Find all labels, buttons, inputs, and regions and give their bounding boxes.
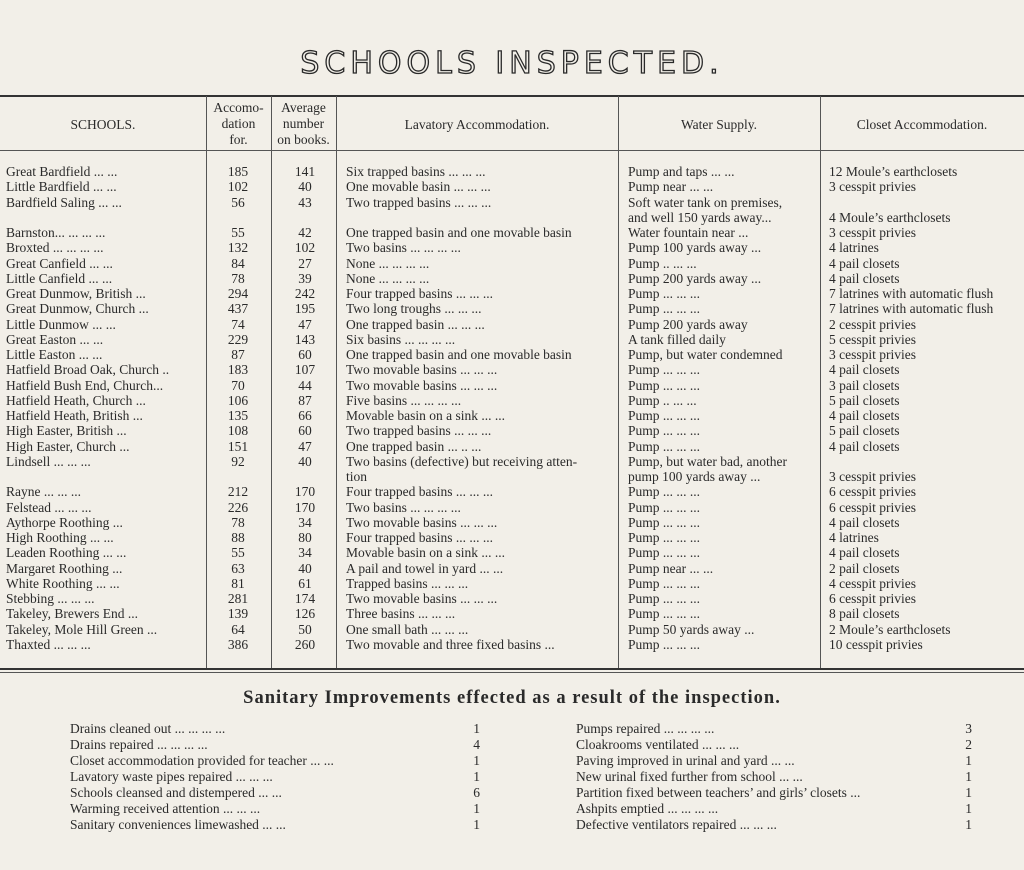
accommodation-cell: 294 bbox=[227, 286, 249, 301]
closet-cell: 2 cesspit privies bbox=[829, 316, 916, 332]
average-cell: 107 bbox=[294, 362, 316, 378]
table-top-rule bbox=[0, 95, 1024, 97]
table-row bbox=[0, 332, 1024, 347]
water-cell: A tank filled daily bbox=[628, 331, 726, 347]
school-cell: Great Easton ... ... bbox=[6, 331, 104, 347]
school-cell: Hatfield Bush End, Church... bbox=[6, 377, 164, 393]
school-cell: Felstead ... ... ... bbox=[6, 499, 92, 515]
school-cell: Great Dunmow, British ... bbox=[6, 286, 146, 301]
header-average bbox=[271, 100, 336, 148]
lavatory-cell: Two basins ... ... ... ... bbox=[346, 499, 461, 515]
table-bottom-rule-2 bbox=[0, 672, 1024, 673]
school-cell: White Roothing ... ... bbox=[6, 575, 120, 591]
improvement-label: Schools cleansed and distempered ... ... bbox=[70, 785, 282, 800]
improvement-label: Sanitary conveniences limewashed ... ... bbox=[70, 817, 286, 832]
accommodation-cell: 106 bbox=[227, 392, 249, 408]
accommodation-cell: 92 bbox=[231, 453, 245, 469]
lavatory-cell: Two movable basins ... ... ... bbox=[346, 514, 498, 530]
average-cell: 61 bbox=[298, 575, 312, 591]
school-cell: Barnston... ... ... ... bbox=[6, 225, 106, 240]
lavatory-cell: Four trapped basins ... ... ... bbox=[346, 286, 493, 301]
lavatory-cell: One movable basin ... ... ... bbox=[346, 179, 491, 195]
lavatory-cell: Two movable basins ... ... ... bbox=[346, 377, 498, 393]
average-cell: 174 bbox=[294, 591, 316, 606]
average-cell: 50 bbox=[298, 621, 312, 637]
average-cell: 43 bbox=[298, 194, 312, 210]
accommodation-cell: 437 bbox=[227, 301, 249, 317]
average-cell: 260 bbox=[294, 636, 316, 652]
accommodation-cell: 74 bbox=[231, 316, 245, 332]
improvements-title: Sanitary Improvements effected as a result of the inspection. bbox=[243, 688, 781, 708]
average-cell: 80 bbox=[298, 530, 312, 545]
average-cell: 27 bbox=[298, 255, 312, 271]
lavatory-cell: One trapped basin ... ... ... bbox=[346, 316, 485, 332]
school-cell: Broxted ... ... ... ... bbox=[6, 240, 104, 256]
school-cell: Lindsell ... ... ... bbox=[6, 453, 91, 469]
table-row bbox=[0, 423, 1024, 438]
lavatory-cell: Two trapped basins ... ... ... bbox=[346, 194, 492, 210]
school-cell: High Easter, Church ... bbox=[6, 438, 130, 454]
school-cell: High Easter, British ... bbox=[6, 423, 127, 439]
closet-cell: 2 pail closets bbox=[829, 560, 900, 576]
lavatory-cell: One small bath ... ... ... bbox=[346, 621, 469, 637]
lavatory-cell: tion bbox=[346, 469, 368, 484]
closet-cell: 4 pail closets bbox=[829, 408, 900, 423]
average-cell: 126 bbox=[294, 606, 316, 622]
school-cell: Rayne ... ... ... bbox=[6, 484, 81, 500]
table-row bbox=[0, 484, 1024, 499]
water-cell: Pump ... ... ... bbox=[628, 606, 701, 622]
improvement-item bbox=[70, 769, 480, 785]
closet-cell: 4 pail closets bbox=[829, 270, 900, 286]
average-cell: 141 bbox=[294, 164, 316, 179]
accommodation-cell: 78 bbox=[231, 270, 245, 286]
accommodation-cell: 102 bbox=[227, 179, 249, 195]
school-cell: Hatfield Heath, Church ... bbox=[6, 392, 146, 408]
lavatory-cell: Two long troughs ... ... ... bbox=[346, 301, 482, 317]
closet-cell: 5 pail closets bbox=[829, 423, 900, 439]
water-cell: Pump ... ... ... bbox=[628, 484, 701, 500]
table-row bbox=[0, 469, 1024, 484]
improvement-item bbox=[70, 721, 480, 737]
school-cell: Little Easton ... ... bbox=[6, 347, 103, 362]
average-cell: 42 bbox=[298, 225, 312, 240]
average-cell: 39 bbox=[298, 270, 312, 286]
average-cell: 60 bbox=[298, 423, 312, 439]
improvement-item bbox=[576, 785, 972, 801]
improvement-label: Pumps repaired ... ... ... ... bbox=[576, 721, 715, 736]
improvement-label: Warming received attention ... ... ... bbox=[70, 801, 261, 816]
closet-cell: 6 cesspit privies bbox=[829, 499, 916, 515]
school-cell: Hatfield Broad Oak, Church .. bbox=[6, 362, 170, 378]
closet-cell: 8 pail closets bbox=[829, 606, 900, 622]
school-cell: Stebbing ... ... ... bbox=[6, 591, 95, 606]
water-cell: Pump 200 yards away bbox=[628, 316, 748, 332]
improvement-label: Drains cleaned out ... ... ... ... bbox=[70, 721, 226, 736]
school-cell: Great Dunmow, Church ... bbox=[6, 301, 149, 317]
improvement-count: 1 bbox=[965, 801, 972, 816]
improvement-label: Ashpits emptied ... ... ... ... bbox=[576, 801, 719, 816]
table-row bbox=[0, 317, 1024, 332]
water-cell: Pump and taps ... ... bbox=[628, 164, 735, 179]
water-cell: Pump .. ... ... bbox=[628, 255, 697, 271]
water-cell: Pump ... ... ... bbox=[628, 423, 701, 439]
water-cell: Pump ... ... ... bbox=[628, 514, 701, 530]
table-row bbox=[0, 408, 1024, 423]
accommodation-cell: 386 bbox=[227, 636, 249, 652]
average-cell: 60 bbox=[298, 347, 312, 362]
table-row bbox=[0, 561, 1024, 576]
closet-cell: 4 cesspit privies bbox=[829, 575, 916, 591]
accommodation-cell: 139 bbox=[227, 606, 249, 622]
school-cell: Margaret Roothing ... bbox=[6, 560, 123, 576]
closet-cell: 6 cesspit privies bbox=[829, 484, 916, 500]
improvement-count: 1 bbox=[965, 753, 972, 768]
closet-cell: 10 cesspit privies bbox=[829, 636, 923, 652]
table-row bbox=[0, 195, 1024, 210]
water-cell: Pump ... ... ... bbox=[628, 530, 701, 545]
closet-cell: 2 Moule’s earthclosets bbox=[829, 621, 951, 637]
water-cell: Pump 200 yards away ... bbox=[628, 270, 762, 286]
improvement-item bbox=[70, 737, 480, 753]
header-accommodation-line: Accomo- bbox=[213, 100, 264, 115]
water-cell: Pump 50 yards away ... bbox=[628, 621, 755, 637]
improvement-label: New urinal fixed further from school ... ... bbox=[576, 769, 803, 784]
lavatory-cell: Two movable basins ... ... ... bbox=[346, 591, 498, 606]
lavatory-cell: Five basins ... ... ... ... bbox=[346, 392, 462, 408]
closet-cell: 7 latrines with automatic flush bbox=[829, 286, 994, 301]
header-accommodation bbox=[206, 100, 271, 148]
water-cell: Pump ... ... ... bbox=[628, 575, 701, 591]
lavatory-cell: Six basins ... ... ... ... bbox=[346, 331, 456, 347]
header-lavatory: Lavatory Accommodation. bbox=[404, 117, 550, 132]
accommodation-cell: 151 bbox=[227, 438, 249, 454]
table-row bbox=[0, 515, 1024, 530]
table-row bbox=[0, 591, 1024, 606]
water-cell: Pump ... ... ... bbox=[628, 286, 701, 301]
average-cell: 34 bbox=[298, 545, 312, 561]
accommodation-cell: 55 bbox=[231, 225, 245, 240]
table-row bbox=[0, 576, 1024, 591]
header-closet: Closet Accommodation. bbox=[856, 117, 988, 132]
school-cell: Little Canfield ... ... bbox=[6, 270, 113, 286]
accommodation-cell: 63 bbox=[231, 560, 245, 576]
average-cell: 170 bbox=[294, 499, 316, 515]
water-cell: Soft water tank on premises, bbox=[628, 194, 783, 210]
table-row bbox=[0, 347, 1024, 362]
table-row bbox=[0, 393, 1024, 408]
improvement-item bbox=[576, 753, 972, 769]
closet-cell: 4 pail closets bbox=[829, 514, 900, 530]
table-row bbox=[0, 622, 1024, 637]
water-cell: Pump ... ... ... bbox=[628, 301, 701, 317]
improvement-count: 1 bbox=[473, 721, 480, 736]
water-cell: pump 100 yards away ... bbox=[628, 469, 761, 484]
school-cell: Little Bardfield ... ... bbox=[6, 179, 117, 195]
closet-cell: 4 pail closets bbox=[829, 545, 900, 561]
water-cell: Pump near ... ... bbox=[628, 560, 714, 576]
improvement-item bbox=[576, 721, 972, 737]
closet-cell: 4 pail closets bbox=[829, 255, 900, 271]
water-cell: Pump .. ... ... bbox=[628, 392, 697, 408]
accommodation-cell: 78 bbox=[231, 514, 245, 530]
water-cell: Pump near ... ... bbox=[628, 179, 714, 195]
lavatory-cell: Movable basin on a sink ... ... bbox=[346, 408, 505, 423]
table-row bbox=[0, 530, 1024, 545]
accommodation-cell: 81 bbox=[231, 575, 245, 591]
improvement-count: 1 bbox=[965, 769, 972, 784]
water-cell: Water fountain near ... bbox=[628, 225, 749, 240]
table-row bbox=[0, 439, 1024, 454]
school-cell: High Roothing ... ... bbox=[6, 530, 114, 545]
improvement-count: 1 bbox=[473, 817, 480, 832]
school-cell: Hatfield Heath, British ... bbox=[6, 408, 143, 423]
improvement-label: Defective ventilators repaired ... ... ... bbox=[576, 817, 777, 832]
accommodation-cell: 55 bbox=[231, 545, 245, 561]
lavatory-cell: Two basins ... ... ... ... bbox=[346, 240, 461, 256]
average-cell: 47 bbox=[298, 438, 312, 454]
header-schools: SCHOOLS. bbox=[70, 117, 136, 132]
accommodation-cell: 87 bbox=[231, 347, 245, 362]
table-row bbox=[0, 301, 1024, 316]
lavatory-cell: Two basins (defective) but receiving atten- bbox=[346, 453, 578, 469]
water-cell: Pump ... ... ... bbox=[628, 636, 701, 652]
improvement-item bbox=[576, 801, 972, 817]
table-row bbox=[0, 606, 1024, 621]
closet-cell: 4 pail closets bbox=[829, 362, 900, 378]
lavatory-cell: None ... ... ... ... bbox=[346, 270, 430, 286]
closet-cell: 5 pail closets bbox=[829, 392, 900, 408]
lavatory-cell: Two trapped basins ... ... ... bbox=[346, 423, 492, 439]
improvement-label: Drains repaired ... ... ... ... bbox=[70, 737, 208, 752]
average-cell: 102 bbox=[294, 240, 316, 256]
improvement-count: 1 bbox=[473, 801, 480, 816]
header-average-line: Average bbox=[281, 100, 326, 115]
water-cell: Pump ... ... ... bbox=[628, 362, 701, 378]
table-row bbox=[0, 637, 1024, 652]
improvement-count: 4 bbox=[473, 737, 480, 752]
closet-cell: 4 Moule’s earthclosets bbox=[829, 209, 951, 225]
table-row bbox=[0, 179, 1024, 194]
lavatory-cell: Trapped basins ... ... ... bbox=[346, 575, 469, 591]
header-accommodation-line: for. bbox=[229, 132, 248, 147]
improvement-count: 1 bbox=[473, 769, 480, 784]
closet-cell: 3 cesspit privies bbox=[829, 347, 916, 362]
school-cell: Takeley, Brewers End ... bbox=[6, 606, 139, 622]
school-cell: Aythorpe Roothing ... bbox=[6, 514, 123, 530]
water-cell: Pump 100 yards away ... bbox=[628, 240, 762, 256]
improvement-item bbox=[70, 817, 480, 833]
table-row bbox=[0, 378, 1024, 393]
water-cell: Pump ... ... ... bbox=[628, 438, 701, 454]
improvement-label: Partition fixed between teachers’ and girls’ closets ... bbox=[576, 785, 861, 800]
accommodation-cell: 135 bbox=[227, 408, 249, 423]
closet-cell: 4 latrines bbox=[829, 530, 879, 545]
improvement-label: Lavatory waste pipes repaired ... ... ... bbox=[70, 769, 273, 784]
lavatory-cell: Three basins ... ... ... bbox=[346, 606, 456, 622]
accommodation-cell: 226 bbox=[227, 499, 249, 515]
improvement-label: Cloakrooms ventilated ... ... ... bbox=[576, 737, 740, 752]
lavatory-cell: Movable basin on a sink ... ... bbox=[346, 545, 505, 561]
water-cell: Pump, but water condemned bbox=[628, 347, 783, 362]
table-row bbox=[0, 545, 1024, 560]
closet-cell: 4 latrines bbox=[829, 240, 879, 256]
improvement-count: 1 bbox=[965, 785, 972, 800]
lavatory-cell: One trapped basin and one movable basin bbox=[346, 347, 572, 362]
average-cell: 40 bbox=[298, 560, 312, 576]
average-cell: 40 bbox=[298, 453, 312, 469]
lavatory-cell: One trapped basin ... .. ... bbox=[346, 438, 482, 454]
lavatory-cell: Two movable basins ... ... ... bbox=[346, 362, 498, 378]
lavatory-cell: Four trapped basins ... ... ... bbox=[346, 530, 493, 545]
table-row bbox=[0, 454, 1024, 469]
lavatory-cell: Four trapped basins ... ... ... bbox=[346, 484, 493, 500]
water-cell: Pump ... ... ... bbox=[628, 408, 701, 423]
water-cell: Pump ... ... ... bbox=[628, 545, 701, 561]
improvement-item bbox=[576, 769, 972, 785]
water-cell: Pump ... ... ... bbox=[628, 377, 701, 393]
improvement-count: 3 bbox=[965, 721, 972, 736]
accommodation-cell: 88 bbox=[231, 530, 245, 545]
header-bottom-rule bbox=[0, 150, 1024, 151]
accommodation-cell: 70 bbox=[231, 377, 245, 393]
table-row bbox=[0, 240, 1024, 255]
accommodation-cell: 56 bbox=[231, 194, 245, 210]
average-cell: 170 bbox=[294, 484, 316, 500]
improvement-item bbox=[70, 801, 480, 817]
accommodation-cell: 132 bbox=[227, 240, 249, 256]
closet-cell: 7 latrines with automatic flush bbox=[829, 301, 994, 317]
improvement-item bbox=[70, 785, 480, 801]
water-cell: and well 150 yards away... bbox=[628, 209, 772, 225]
water-cell: Pump, but water bad, another bbox=[628, 453, 787, 469]
accommodation-cell: 183 bbox=[227, 362, 249, 378]
closet-cell: 5 cesspit privies bbox=[829, 331, 916, 347]
school-cell: Bardfield Saling ... ... bbox=[6, 194, 122, 210]
closet-cell: 3 cesspit privies bbox=[829, 469, 916, 484]
school-cell: Great Bardfield ... ... bbox=[6, 164, 118, 179]
header-water: Water Supply. bbox=[680, 117, 758, 132]
closet-cell: 3 cesspit privies bbox=[829, 225, 916, 240]
improvement-count: 6 bbox=[473, 785, 480, 800]
header-accommodation-line: dation bbox=[221, 116, 256, 131]
improvement-count: 1 bbox=[473, 753, 480, 768]
closet-cell: 3 pail closets bbox=[829, 377, 900, 393]
closet-cell: 4 pail closets bbox=[829, 438, 900, 454]
table-row bbox=[0, 286, 1024, 301]
school-cell: Thaxted ... ... ... bbox=[6, 636, 91, 652]
average-cell: 40 bbox=[298, 179, 312, 195]
average-cell: 143 bbox=[294, 331, 316, 347]
school-cell: Takeley, Mole Hill Green ... bbox=[6, 621, 158, 637]
average-cell: 66 bbox=[298, 408, 312, 423]
lavatory-cell: One trapped basin and one movable basin bbox=[346, 225, 572, 240]
average-cell: 44 bbox=[298, 377, 312, 393]
improvement-count: 1 bbox=[965, 817, 972, 832]
school-cell: Leaden Roothing ... ... bbox=[6, 545, 127, 561]
closet-cell: 3 cesspit privies bbox=[829, 179, 916, 195]
header-average-line: number bbox=[282, 116, 325, 131]
lavatory-cell: A pail and towel in yard ... ... bbox=[346, 560, 504, 576]
improvement-label: Closet accommodation provided for teacher ... ... bbox=[70, 753, 334, 768]
average-cell: 195 bbox=[294, 301, 316, 317]
school-cell: Little Dunmow ... ... bbox=[6, 316, 116, 332]
table-row bbox=[0, 210, 1024, 225]
table-row bbox=[0, 164, 1024, 179]
improvement-label: Paving improved in urinal and yard ... ... bbox=[576, 753, 795, 768]
average-cell: 34 bbox=[298, 514, 312, 530]
page-title: SCHOOLS INSPECTED. bbox=[300, 46, 724, 81]
improvement-item bbox=[576, 737, 972, 753]
accommodation-cell: 84 bbox=[231, 255, 245, 271]
accommodation-cell: 229 bbox=[227, 331, 249, 347]
closet-cell: 6 cesspit privies bbox=[829, 591, 916, 606]
average-cell: 242 bbox=[294, 286, 316, 301]
water-cell: Pump ... ... ... bbox=[628, 591, 701, 606]
improvement-count: 2 bbox=[965, 737, 972, 752]
table-row bbox=[0, 256, 1024, 271]
accommodation-cell: 185 bbox=[227, 164, 249, 179]
water-cell: Pump ... ... ... bbox=[628, 499, 701, 515]
table-bottom-rule bbox=[0, 668, 1024, 670]
accommodation-cell: 64 bbox=[231, 621, 245, 637]
accommodation-cell: 212 bbox=[227, 484, 249, 500]
average-cell: 87 bbox=[298, 392, 312, 408]
lavatory-cell: None ... ... ... ... bbox=[346, 255, 430, 271]
average-cell: 47 bbox=[298, 316, 312, 332]
table-row bbox=[0, 225, 1024, 240]
header-average-line: on books. bbox=[277, 132, 330, 147]
closet-cell: 12 Moule’s earthclosets bbox=[829, 164, 958, 179]
table-row bbox=[0, 271, 1024, 286]
improvement-item bbox=[576, 817, 972, 833]
improvement-item bbox=[70, 753, 480, 769]
accommodation-cell: 108 bbox=[227, 423, 249, 439]
lavatory-cell: Six trapped basins ... ... ... bbox=[346, 164, 486, 179]
table-row bbox=[0, 500, 1024, 515]
school-cell: Great Canfield ... ... bbox=[6, 255, 113, 271]
accommodation-cell: 281 bbox=[227, 591, 249, 606]
table-row bbox=[0, 362, 1024, 377]
lavatory-cell: Two movable and three fixed basins ... bbox=[346, 636, 555, 652]
